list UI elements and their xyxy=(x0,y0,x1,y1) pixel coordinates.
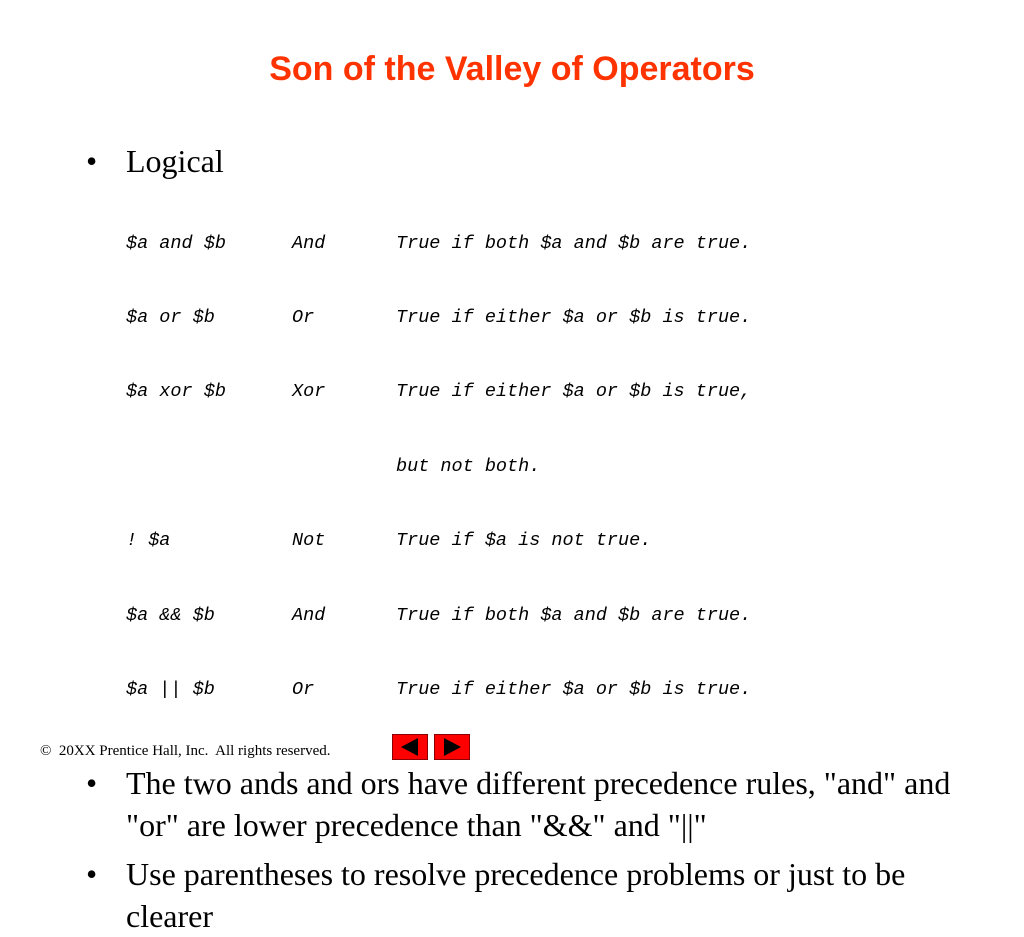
operator-result: True if either $a or $b is true. xyxy=(396,306,752,328)
right-triangle-icon xyxy=(435,735,469,759)
operator-result: True if $a is not true. xyxy=(396,530,652,552)
operator-name: And xyxy=(292,232,326,254)
operator-example: $a && $b xyxy=(126,604,215,626)
operator-name: And xyxy=(292,604,326,626)
operator-name: Or xyxy=(292,306,315,328)
bullet-logical xyxy=(82,140,962,182)
operator-example: $a xor $b xyxy=(126,381,226,403)
previous-slide-button[interactable] xyxy=(392,734,428,760)
next-slide-button[interactable] xyxy=(434,734,470,760)
table-row xyxy=(126,306,962,331)
table-row xyxy=(126,232,962,257)
operator-name: Not xyxy=(292,530,326,552)
table-row xyxy=(126,455,962,480)
bullet-dot: • xyxy=(86,143,98,179)
copyright-footer: © 20XX Prentice Hall, Inc. All rights reserved. xyxy=(40,743,331,759)
operator-name: Or xyxy=(292,678,315,700)
operator-result: True if both $a and $b are true. xyxy=(396,232,752,254)
logical-operators-table xyxy=(82,182,962,752)
slide-body xyxy=(82,140,962,937)
bullet-dot: • xyxy=(86,765,98,802)
bullet-text: Logical xyxy=(126,143,224,179)
operator-result: True if both $a and $b are true. xyxy=(396,604,752,626)
bullet-text: The two ands and ors have different precedence rules, "and" and "or" are lower precedence than "&&" and "||" xyxy=(126,765,951,844)
operator-example: $a and $b xyxy=(126,232,226,254)
operator-example xyxy=(126,455,292,480)
bullet-text: Use parentheses to resolve precedence problems or just to be clearer xyxy=(126,856,906,935)
operator-example: $a || $b xyxy=(126,678,215,700)
table-row xyxy=(126,380,962,405)
bullet-precedence xyxy=(82,762,962,846)
bullet-parentheses xyxy=(82,853,962,937)
table-row xyxy=(126,604,962,629)
operator-result: True if either $a or $b is true. xyxy=(396,678,752,700)
slide-title: Son of the Valley of Operators xyxy=(269,50,755,88)
operator-name: Xor xyxy=(292,381,326,403)
operator-name xyxy=(292,455,396,480)
table-row xyxy=(126,529,962,554)
operator-example: $a or $b xyxy=(126,306,215,328)
left-triangle-icon xyxy=(393,735,427,759)
operator-result: True if either $a or $b is true, xyxy=(396,381,752,403)
operator-example: ! $a xyxy=(126,530,171,552)
bullet-dot: • xyxy=(86,856,98,893)
table-row xyxy=(126,678,962,703)
operator-result: but not both. xyxy=(396,455,541,477)
